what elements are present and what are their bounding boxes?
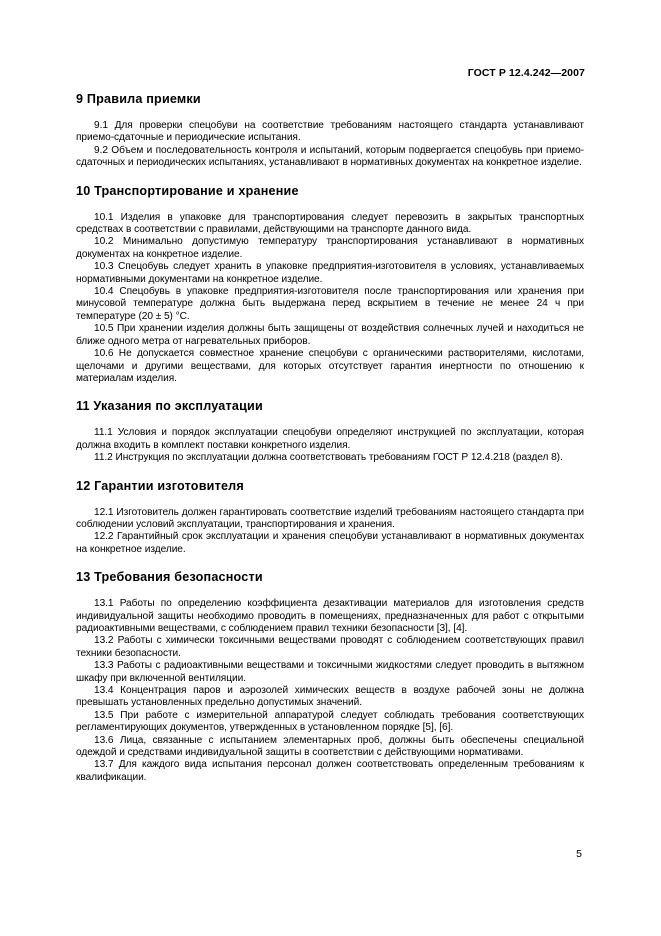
paragraph: 13.4 Концентрация паров и аэрозолей химических веществ в воздухе рабочей зоны не должна превышать установленных предельно допустимых значений. [76,685,584,709]
section-11 [76,399,584,464]
section-title: 9 Правила приемки [76,92,201,106]
paragraph: 9.2 Объем и последовательность контроля и испытаний, которым подвергается спецобувь при приемо-сдаточных и периодических испытаниях, устанавливают в нормативных документах на конкретное изделие. [76,144,584,169]
document-code: ГОСТ Р 12.4.242—2007 [467,67,585,79]
paragraph: 10.3 Спецобувь следует хранить в упаковке предприятия-изготовителя в условиях, устанавливаемых нормативными документами на конкретное изделие. [76,261,584,285]
paragraph: 13.7 Для каждого вида испытания персонал должен соответствовать определенным требованиям к квалификации. [76,759,584,783]
paragraph: 10.5 При хранении изделия должны быть защищены от воздействия солнечных лучей и находиться не ближе одного метра от нагревательных приборов. [76,323,584,347]
paragraph: 11.1 Условия и порядок эксплуатации спецобуви определяют инструкцией по эксплуатации, которая должна входить в комплект поставки конкретного изделия. [76,427,584,451]
paragraph: 13.6 Лица, связанные с испытанием элементарных проб, должны быть обеспечены специальной одеждой и средствами индивидуальной защиты в соответствии с действующими нормативами. [76,734,584,759]
paragraph: 13.3 Работы с радиоактивными веществами и токсичными жидкостями следует проводить в вытяжном шкафу при включенной вентиляции. [76,660,584,684]
paragraph: 13.1 Работы по определению коэффициента дезактивации материалов для изготовления средств индивидуальной защиты необходимо проводить в помещениях, предназначенных для работ с открытыми радиоактивными веществами, с соблюдением правил техники безопасности [3], [4]. [76,598,584,634]
paragraph: 10.2 Минимально допустимую температуру транспортирования устанавливают в нормативных документах на конкретное изделие. [76,236,584,260]
section-title: 13 Требования безопасности [76,570,263,585]
paragraph: 12.1 Изготовитель должен гарантировать соответствие изделий требованиям настоящего стандарта при соблюдении условий эксплуатации, транспортирования и хранения. [76,506,584,530]
document-body [76,92,584,784]
page-number: 5 [576,848,582,860]
section-title: 12 Гарантии изготовителя [76,478,244,493]
section-10 [76,184,584,386]
paragraph: 11.2 Инструкция по эксплуатации должна соответствовать требованиям ГОСТ Р 12.4.218 (раздел 8). [94,452,563,464]
section-9 [76,92,584,170]
paragraph: 10.4 Спецобувь в упаковке предприятия-изготовителя после транспортирования или хранения при минусовой температуре должна быть выдержана перед вскрытием в течение не менее 24 ч при температуре (20 ± 5) °С. [76,286,584,322]
paragraph: 10.6 Не допускается совместное хранение спецобуви с органическими растворителями, кислотами, щелочами и другими веществами, для которых отсутствует гарантия инертности по отношению к материалам изделия. [76,348,584,384]
section-title: 10 Транспортирование и хранение [76,183,299,198]
paragraph: 13.5 При работе с измерительной аппаратурой следует соблюдать требования соответствующих регламентирующих документов, утвержденных в установленном порядке [5], [6]. [76,709,584,734]
paragraph: 9.1 Для проверки спецобуви на соответствие требованиям настоящего стандарта устанавливают приемо-сдаточные и периодические испытания. [76,120,584,144]
section-title: 11 Указания по эксплуатации [76,399,263,414]
paragraph: 12.2 Гарантийный срок эксплуатации и хранения спецобуви устанавливают в нормативных документах на конкретное изделие. [76,531,584,555]
section-12 [76,479,584,557]
paragraph: 10.1 Изделия в упаковке для транспортирования следует перевозить в закрытых транспортных средствах в соответствии с правилами, действующими на транспорте данного вида. [76,211,584,236]
paragraph: 13.2 Работы с химически токсичными веществами проводят с соблюдением соответствующих правил техники безопасности. [76,635,584,659]
section-13 [76,570,584,784]
